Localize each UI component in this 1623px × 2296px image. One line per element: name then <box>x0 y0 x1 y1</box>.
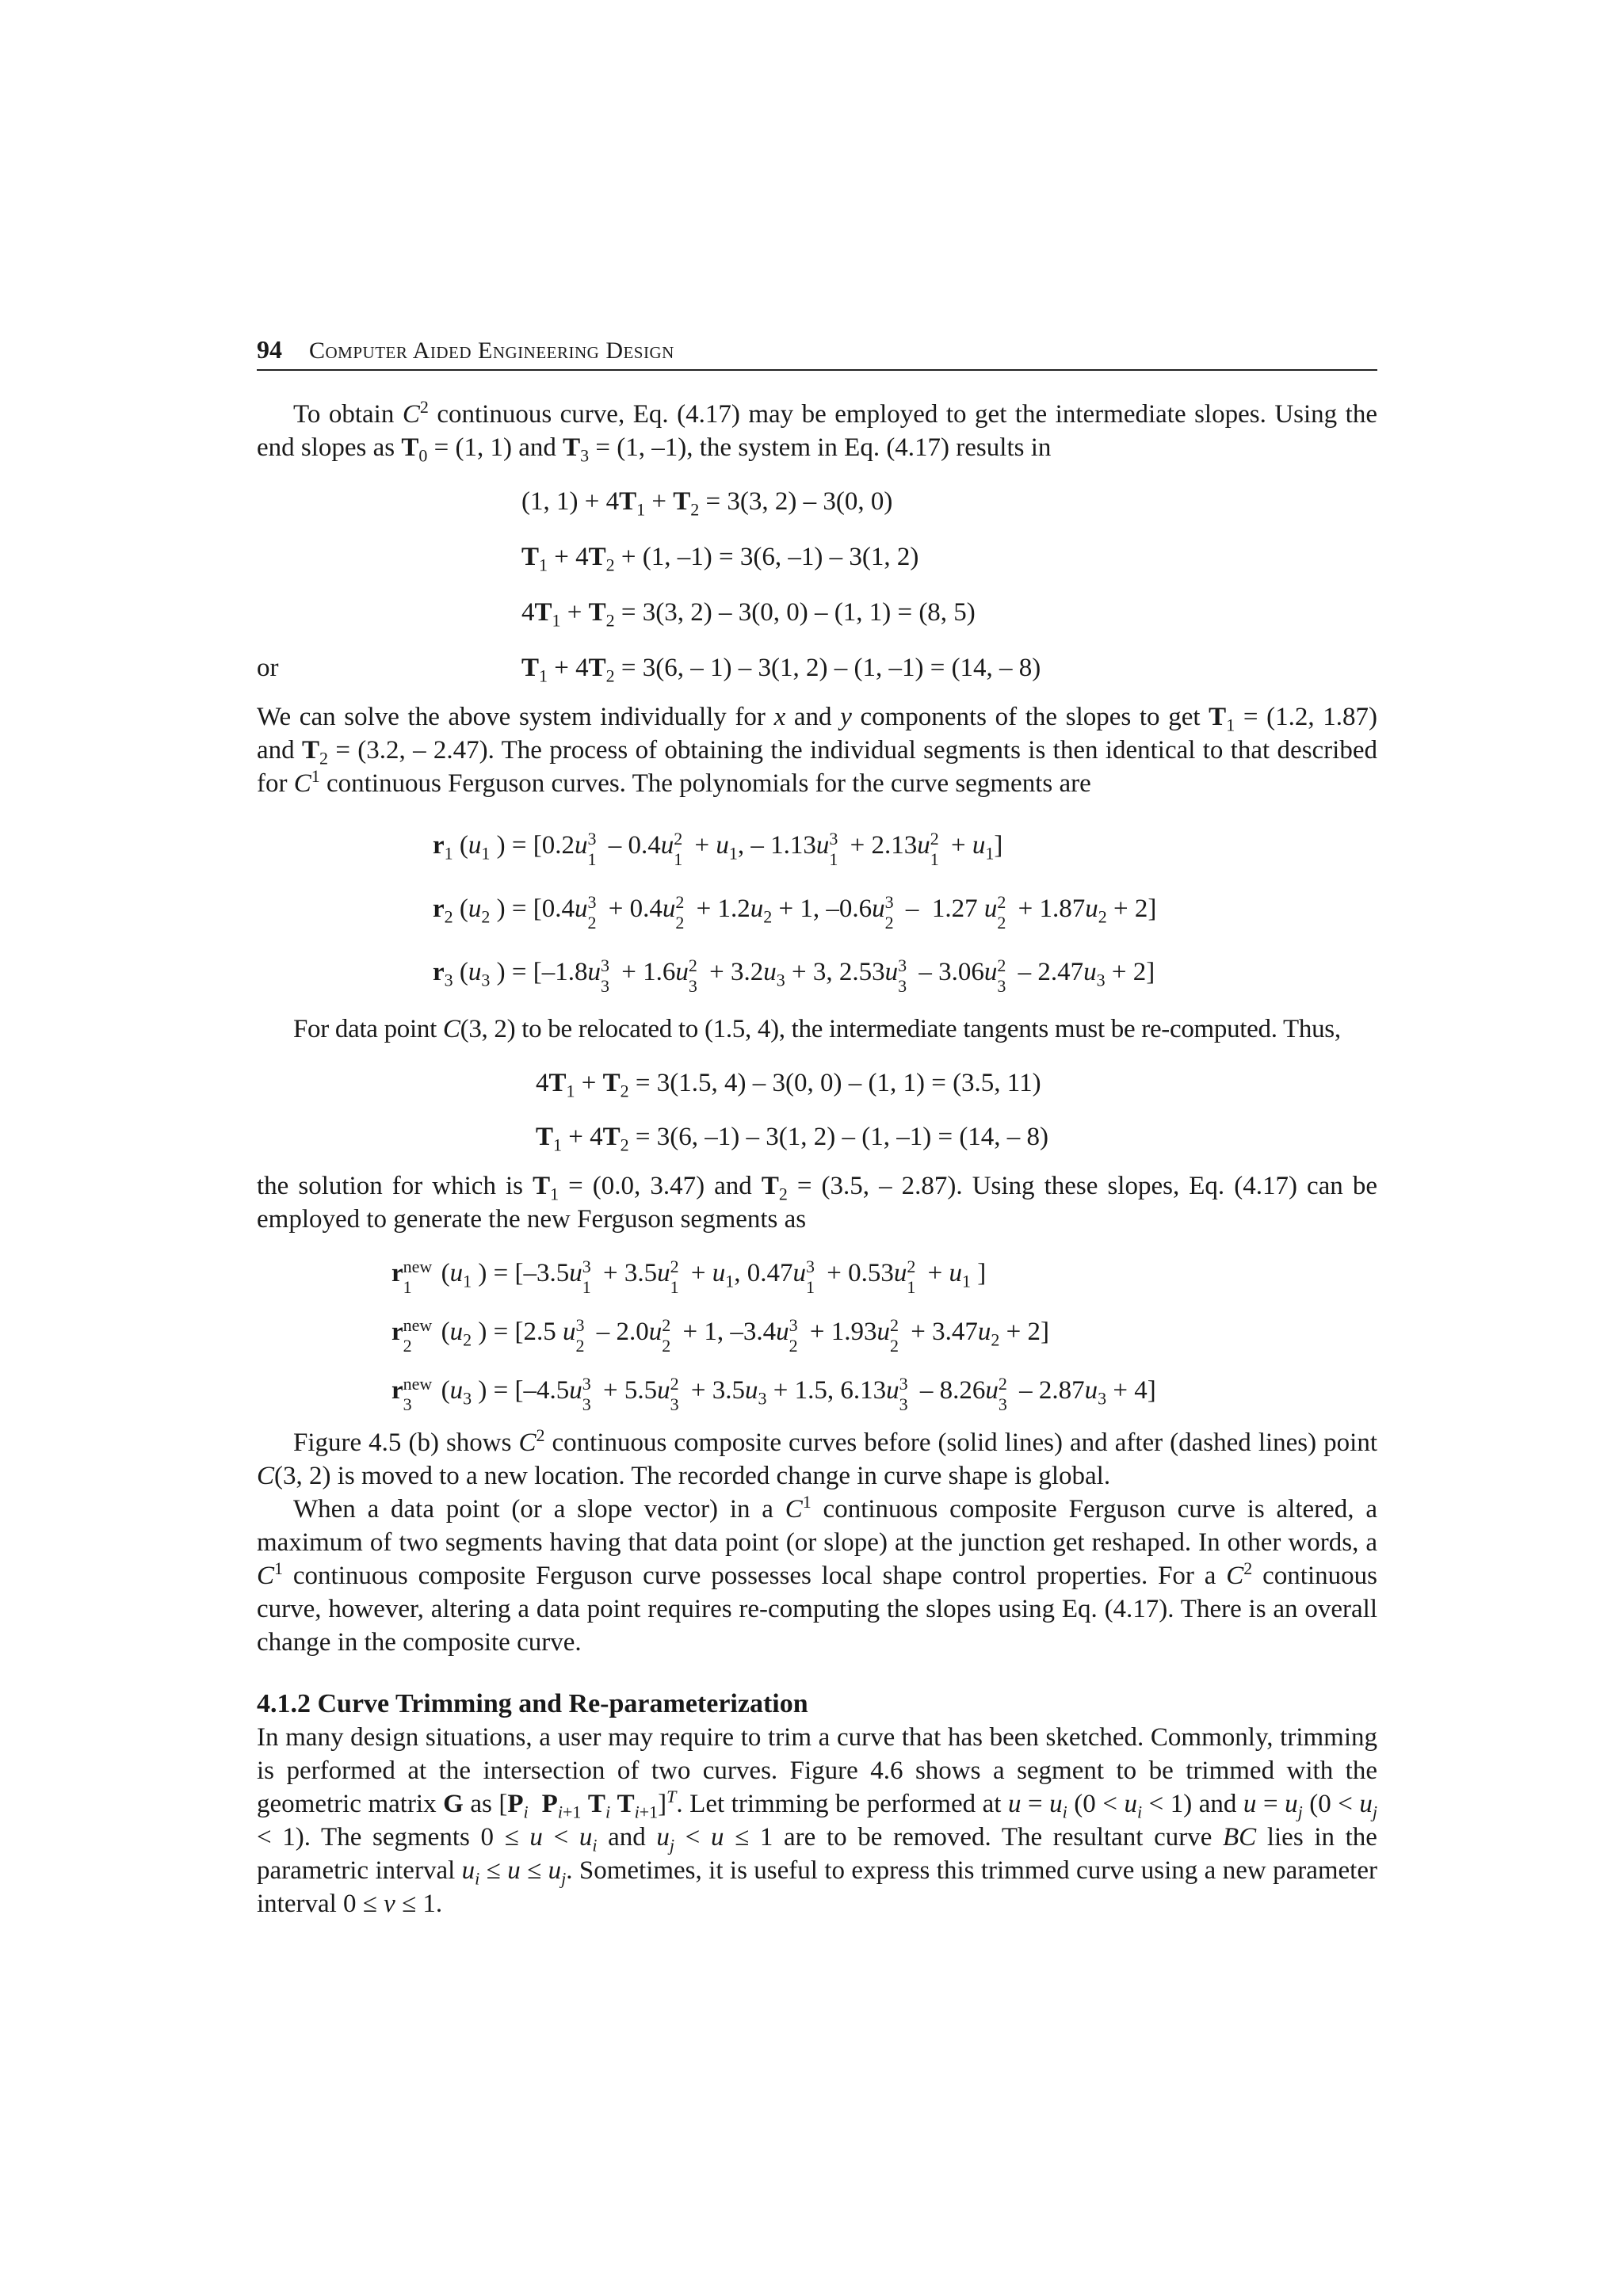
equation-system-3: $4T_1 + T_2 = 3(3$, 2) – 3(0, 0) – (1, 1) = (8, 5) <box>521 598 976 631</box>
running-header <box>257 333 1377 371</box>
paragraph-solve-slopes: We can solve the above system individually for x and y components of the slopes to get $T_1 = (1.2$, 1.87) and $T_2 = (3.2$, – 2.47). The process of obtaining the individual segments is then identical to that described for $C^1$ continuous Ferguson curves. The polynomials for the curve segments are <box>257 703 1377 798</box>
polynomial-r2-new: r new 2 ($u_2$ ) = [2.5 u 3 2 – 2.0u 2 2 + 1, –3.4u 3 2 + 1.93u 2 2 + $3.47u_2 + 2$] <box>391 1315 1049 1356</box>
paragraph-relocate-point: For data point C(3, 2) to be relocated to (1.5, 4), the intermediate tangents must be re-computed. Thus, <box>293 1015 1341 1043</box>
equation-system-1: (1, $1) + 4T_1 + T_2 = 3(3$, 2) – 3(0, 0) <box>521 487 893 520</box>
paragraph-figure-discussion: Figure 4.5 (b) shows $C^2$ continuous composite curves before (solid lines) and after (dashed lines) point C(3, 2) is moved to a new location. The recorded change in curve shape is global. When a data point (or a slope vector) in a $C^1$ continuous composite Ferguson curve is altered, a maximum of two segments having that data point (or slope) at the junction get reshaped. In other words, a $C^1$ continuous composite Ferguson curve possesses local shape control properties. For a $C^2$ continuous curve, however, altering a data point requires re-computing the slopes using Eq. (4.17). There is an overall change in the composite curve. <box>257 1425 1377 1657</box>
paragraph-c2-intro: To obtain $C^2$ continuous curve, Eq. (4.17) may be employed to get the intermediate slopes. Using the end slopes as $T_0 = (1$, 1) and $T_3 = (1$, –1), the system in Eq. (4.17) results in <box>257 397 1377 466</box>
page-number: 94 <box>257 335 282 364</box>
polynomial-r3-new: r new 3 ($u_3$ ) = [–4.5u 3 3 + 5.5u 2 3 + $3.5u_3 + 1.5$, 6.13u 3 3 – 8.26u 2 3 – $2.87u_3 + 4$] <box>391 1374 1156 1414</box>
polynomial-r1-new: r new 1 ($u_1$ ) = [–3.5u 3 1 + 3.5u 2 1 + $u_1$, 0.47u 3 1 + 0.53u 2 1 + $u_1$ ] <box>391 1257 987 1297</box>
paragraph-new-slopes: the solution for which is $T_1 = (0.0$, 3.47) and $T_2 = (3.5$, – 2.87). Using these slopes, Eq. (4.17) can be employed to generate the new Ferguson segments as <box>257 1172 1377 1234</box>
running-title: Computer Aided Engineering Design <box>309 338 674 364</box>
section-curve-trimming: 4.1.2 Curve Trimming and Re-parameterization In many design situations, a user may require to trim a curve that has been sketched. Commonly, trimming is performed at the intersection of two curves. Figure 4.6 shows a segment to be trimmed with the geometric matrix G as [$P_i$ $P_{i+1}$ $T_i$ $T_{i+1}]^T$. Let trimming be performed at $u = u_i$ $(0 < u_i < 1)$ and $u = u_j$ $(0 < u_j < 1)$. The segments $0 \le u < u_i$ and $u_j < u \le 1$ are to be removed. The resultant curve BC lies in the parametric interval $u_i \le u \le u_j$. Sometimes, it is useful to express this trimmed curve using a new parameter interval 0 ≤ v ≤ 1. <box>257 1689 1377 1918</box>
section-heading: 4.1.2 Curve Trimming and Re-parameterization <box>257 1689 808 1718</box>
polynomial-r3: $r_3$ ($u_3$ ) = [–1.8u 3 3 + 1.6u 2 3 + $3.2u_3 + 3$, 2.53u 3 3 – 3.06u 2 3 – $2.47u_3 + 2$] <box>433 955 1155 996</box>
equation-recompute-2: $T_1 + 4T_2 = 3(6$, –1) – 3(1, 2) – (1, –1) = (14, – 8) <box>536 1123 1049 1155</box>
polynomial-r1: $r_1$ ($u_1$ ) = [0.2u 3 1 – 0.4u 2 1 + $u_1$, – 1.13u 3 1 + 2.13u 2 1 + $u_1$] <box>433 829 1003 869</box>
equation-system-4: $T_1 + 4T_2 = 3(6$, – 1) – 3(1, 2) – (1, –1) = (14, – 8) <box>521 654 1041 686</box>
equation-system-2: $T_1 + 4T_2 + (1$, –1) = 3(6, –1) – 3(1, 2) <box>521 543 919 575</box>
equation-recompute-1: $4T_1 + T_2 = 3(1.5$, 4) – 3(0, 0) – (1, 1) = (3.5, 11) <box>536 1069 1041 1101</box>
or-label: or <box>257 654 279 682</box>
polynomial-r2: $r_2$ ($u_2$ ) = [0.4u 3 2 + 0.4u 2 2 + $1.2u_2 + 1$, –0.6u 3 2 – 1.27 u 2 2 + $1.87u_2 + 2$] <box>433 892 1157 933</box>
